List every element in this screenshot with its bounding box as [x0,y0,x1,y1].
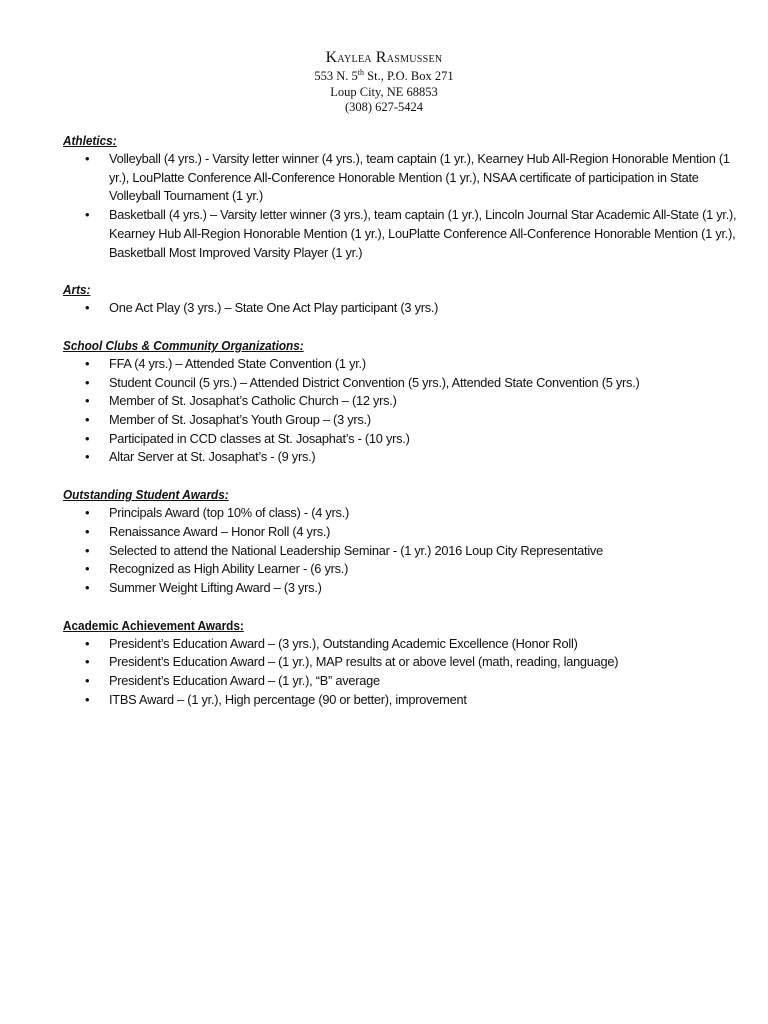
list-item [63,392,743,411]
section-title: Arts: [63,282,91,298]
item-text: • Selected to attend the National Leadership Seminar - (1 yr.) 2016 Loup City Representative [109,542,603,558]
name-last-rest: asmussen [386,51,443,66]
list-item [63,560,743,579]
section-title: Outstanding Student Awards: [63,487,229,503]
section-title: School Clubs & Community Organizations: [63,337,304,353]
list-item [63,672,743,691]
item-text: • Renaissance Award – Honor Roll (4 yrs.) [109,523,331,539]
list-item [63,635,743,654]
list-item [63,411,743,430]
resume-header [0,48,768,116]
item-text: • Recognized as High Ability Learner - (6 yrs.) [109,561,349,577]
section-athletics [63,131,743,262]
resume-body [63,131,743,727]
address-number: 553 N. 5 [314,69,358,83]
section-academic-awards [63,616,743,710]
list-item [63,542,743,561]
item-text: • One Act Play (3 yrs.) – State One Act Play participant (3 yrs.) [109,300,439,316]
address-ordinal: th [357,67,365,77]
item-text: • Altar Server at St. Josaphat’s - (9 yrs.) [109,449,316,465]
name-first-rest: aylea [337,51,372,66]
list-item [63,653,743,672]
item-list [63,299,743,318]
item-text: • Member of St. Josaphat’s Youth Group – (3 yrs.) [109,412,371,428]
item-text: • Student Council (5 yrs.) – Attended District Convention (5 yrs.), Attended State Convention (5 yrs.) [109,374,640,390]
list-item [63,430,743,449]
list-item [63,448,743,467]
item-text: • ITBS Award – (1 yr.), High percentage (90 or better), improvement [109,691,467,707]
item-text: • FFA (4 yrs.) – Attended State Convention (1 yr.) [109,355,366,371]
item-list [63,635,743,710]
section-student-awards [63,485,743,598]
list-item [63,299,743,318]
item-text: • President’s Education Award – (1 yr.), MAP results at or above level (math, reading, language) [109,654,619,670]
address-street: St., P.O. Box 271 [364,69,454,83]
item-text: • Principals Award (top 10% of class) - (4 yrs.) [109,505,350,521]
item-text: • Volleyball (4 yrs.) - Varsity letter winner (4 yrs.), team captain (1 yr.), Kearney Hub All-Region Honorable Mention (1 yr.), LouPlatte Conference All-Conference Honorable Mention (1 yr.), NSAA certificate of participation in State Volleyball Tournament (1 yr.) [109,151,730,204]
section-arts [63,280,743,318]
phone-number: (308) 627-5424 [344,100,424,114]
item-list [63,150,743,262]
section-title: Athletics: [63,133,117,148]
list-item [63,691,743,710]
item-list [63,504,743,598]
city-state-zip: Loup City, NE 68853 [330,84,438,99]
item-text: • Basketball (4 yrs.) – Varsity letter winner (3 yrs.), team captain (1 yr.), Lincoln Journal Star Academic All-State (1 yr.), Kearney Hub All-Region Honorable Mention (1 yr.), LouPlatte Conference All-Conference Honorable Mention (1 yr.), Basketball Most Improved Varsity Player (1 yr.) [109,207,737,260]
list-item [63,504,743,523]
list-item [63,150,743,206]
list-item [63,523,743,542]
name-last-initial: R [375,49,387,66]
section-title: Academic Achievement Awards: [63,617,244,633]
item-text: • Member of St. Josaphat’s Catholic Church – (12 yrs.) [109,393,397,409]
item-text: • Summer Weight Lifting Award – (3 yrs.) [109,579,322,595]
street-address [0,69,768,85]
item-text: • President’s Education Award – (1 yr.), “B” average [109,673,380,689]
name-first-initial: K [325,49,338,66]
item-text: • President’s Education Award – (3 yrs.), Outstanding Academic Excellence (Honor Roll) [109,635,578,651]
list-item [63,206,743,262]
item-text: • Participated in CCD classes at St. Josaphat’s - (10 yrs.) [109,430,410,446]
section-clubs [63,336,743,467]
applicant-name [0,48,768,69]
list-item [63,579,743,598]
item-list [63,355,743,467]
list-item [63,355,743,374]
list-item [63,374,743,393]
